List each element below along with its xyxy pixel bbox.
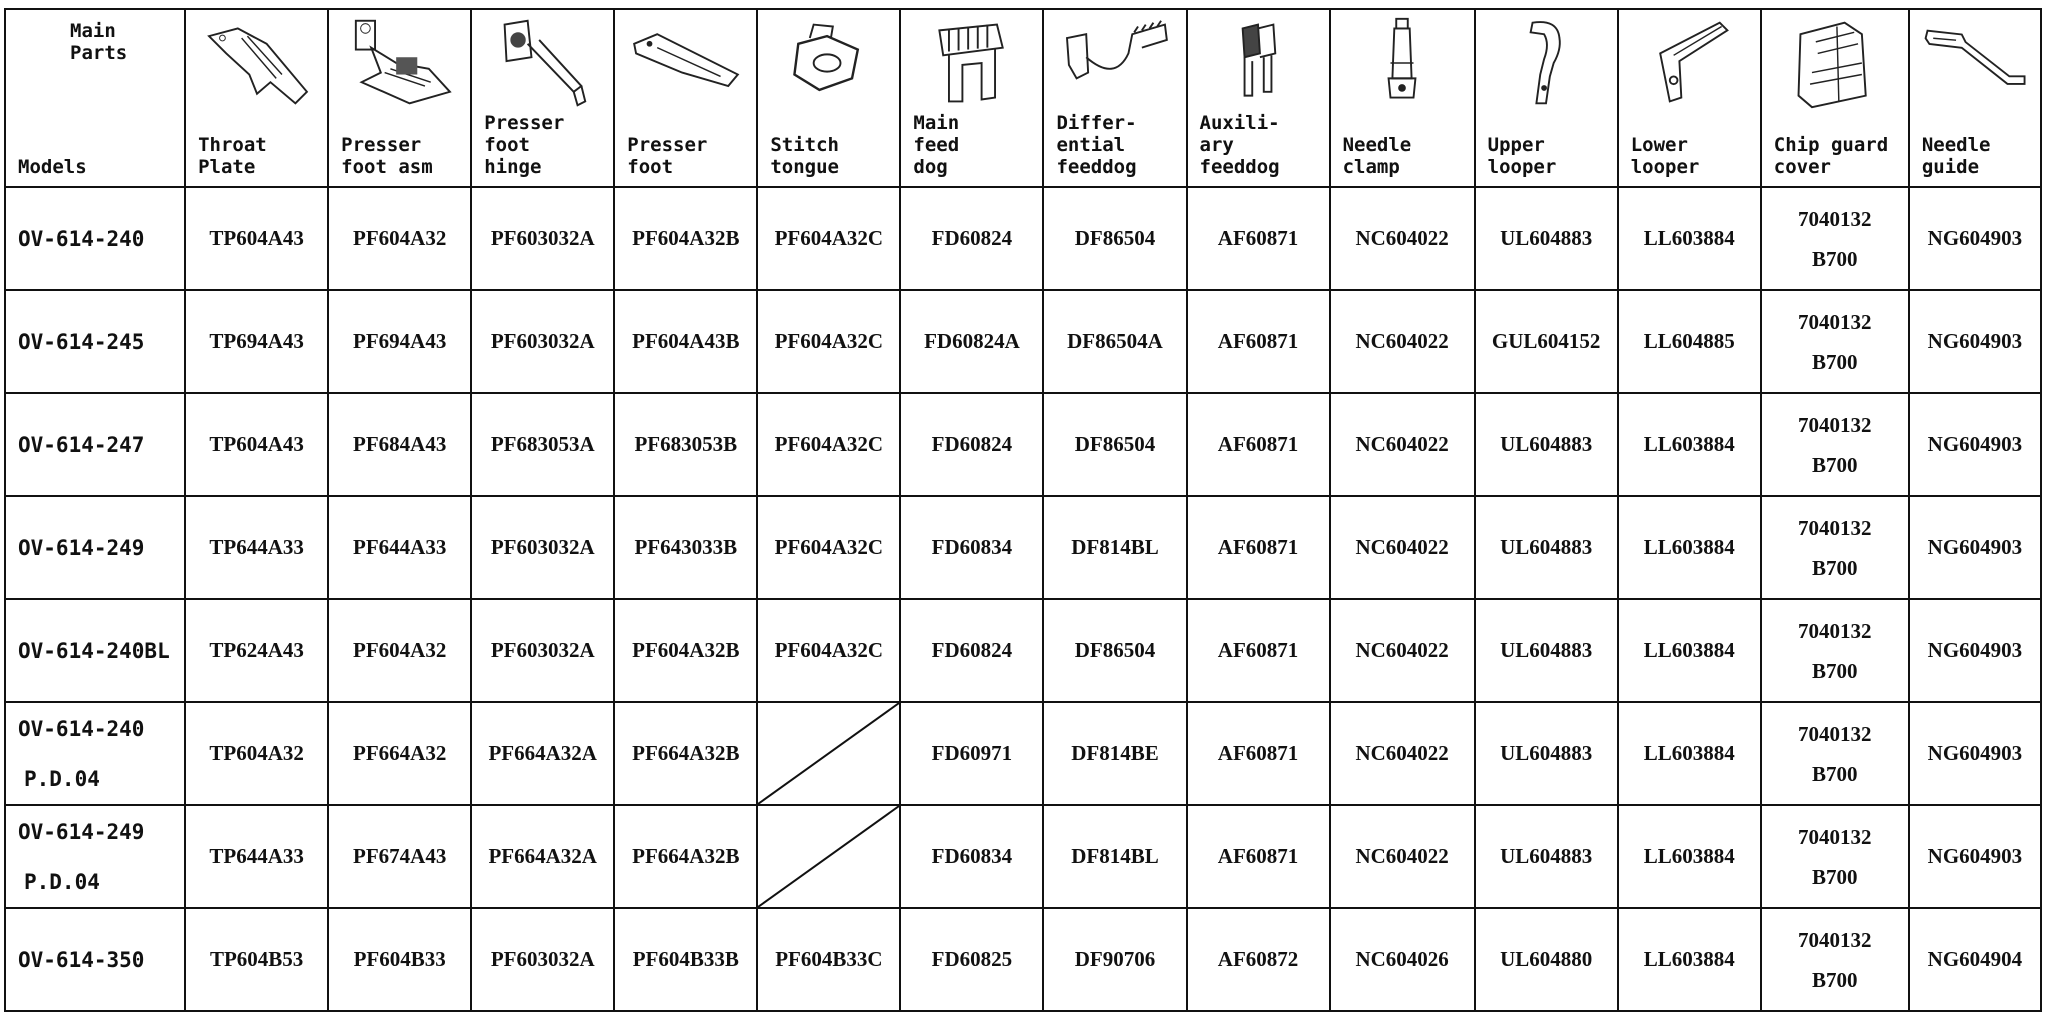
column-header-needle-guide xyxy=(1909,9,2041,187)
model-name: OV-614-247 xyxy=(18,432,145,457)
part-cell-differential-feeddog: DF86504 xyxy=(1043,599,1186,702)
part-cell-presser-foot: PF604B33B xyxy=(614,908,757,1011)
column-header-presser-foot-asm xyxy=(328,9,471,187)
column-header-auxiliary-feeddog xyxy=(1187,9,1330,187)
part-cell-main-feed-dog: FD60824 xyxy=(900,599,1043,702)
part-cell-needle-clamp: NC604022 xyxy=(1330,702,1475,805)
part-cell-auxiliary-feeddog: AF60872 xyxy=(1187,908,1330,1011)
column-header-main-feed-dog xyxy=(900,9,1043,187)
column-label: Presser foot xyxy=(627,134,708,178)
part-cell-stitch-tongue: PF604A32C xyxy=(757,393,900,496)
column-header-presser-foot-hinge xyxy=(471,9,614,187)
column-header-differential-feeddog xyxy=(1043,9,1186,187)
part-cell-auxiliary-feeddog: AF60871 xyxy=(1187,805,1330,908)
part-cell-upper-looper: GUL604152 xyxy=(1475,290,1618,393)
part-cell-stitch-tongue: PF604A32C xyxy=(757,496,900,599)
column-label: Presser foot hinge xyxy=(484,112,565,178)
model-name: OV-614-240 xyxy=(18,716,145,741)
column-header-chip-guard-cover xyxy=(1761,9,1909,187)
part-cell-presser-foot: PF664A32B xyxy=(614,805,757,908)
part-cell-throat-plate: TP604A43 xyxy=(185,393,328,496)
needle-clamp-icon xyxy=(1339,14,1466,112)
table-row xyxy=(5,290,2041,393)
column-label: Chip guard cover xyxy=(1773,134,1889,178)
presser-foot-icon xyxy=(623,14,748,112)
stitch-tongue-icon xyxy=(766,14,891,112)
model-name: OV-614-249 xyxy=(18,819,145,844)
part-cell-main-feed-dog: FD60834 xyxy=(900,496,1043,599)
part-cell-main-feed-dog: FD60824A xyxy=(900,290,1043,393)
part-cell-presser-foot: PF604A32B xyxy=(614,599,757,702)
model-name: OV-614-245 xyxy=(18,329,145,354)
part-cell-needle-clamp: NC604022 xyxy=(1330,393,1475,496)
not-applicable-cell xyxy=(757,702,900,805)
table-row xyxy=(5,393,2041,496)
part-cell-presser-foot-hinge: PF664A32A xyxy=(471,805,614,908)
part-cell-needle-guide: NG604903 xyxy=(1909,702,2041,805)
part-cell-lower-looper: LL604885 xyxy=(1618,290,1761,393)
corner-header xyxy=(5,9,185,187)
column-header-lower-looper xyxy=(1618,9,1761,187)
model-suffix: P.D.04 xyxy=(24,869,100,894)
main-feed-dog-icon xyxy=(909,14,1034,112)
part-cell-main-feed-dog: FD60971 xyxy=(900,702,1043,805)
model-cell xyxy=(5,393,185,496)
throat-plate-icon xyxy=(194,14,319,112)
diagonal-slash xyxy=(758,806,899,907)
part-cell-presser-foot-asm: PF694A43 xyxy=(328,290,471,393)
part-cell-stitch-tongue: PF604A32C xyxy=(757,599,900,702)
column-label: Auxili- ary feeddog xyxy=(1199,112,1280,178)
part-cell-differential-feeddog: DF90706 xyxy=(1043,908,1186,1011)
part-cell-differential-feeddog: DF86504 xyxy=(1043,187,1186,290)
part-cell-stitch-tongue: PF604A32C xyxy=(757,290,900,393)
table-row xyxy=(5,805,2041,908)
part-cell-lower-looper: LL603884 xyxy=(1618,187,1761,290)
part-cell-presser-foot-hinge: PF683053A xyxy=(471,393,614,496)
part-cell-needle-guide: NG604903 xyxy=(1909,393,2041,496)
not-applicable-cell xyxy=(757,805,900,908)
part-cell-presser-foot-hinge: PF603032A xyxy=(471,908,614,1011)
part-cell-needle-clamp: NC604022 xyxy=(1330,290,1475,393)
part-cell-main-feed-dog: FD60824 xyxy=(900,187,1043,290)
parts-table xyxy=(4,8,2042,1012)
column-header-needle-clamp xyxy=(1330,9,1475,187)
part-cell-throat-plate: TP644A33 xyxy=(185,805,328,908)
part-cell-main-feed-dog: FD60825 xyxy=(900,908,1043,1011)
part-cell-lower-looper: LL603884 xyxy=(1618,599,1761,702)
part-cell-presser-foot-hinge: PF603032A xyxy=(471,290,614,393)
column-label: Differ- ential feeddog xyxy=(1056,112,1137,178)
part-cell-lower-looper: LL603884 xyxy=(1618,805,1761,908)
part-cell-stitch-tongue: PF604A32C xyxy=(757,187,900,290)
part-cell-needle-guide: NG604903 xyxy=(1909,599,2041,702)
part-cell-throat-plate: TP694A43 xyxy=(185,290,328,393)
part-cell-presser-foot-asm: PF604B33 xyxy=(328,908,471,1011)
part-cell-chip-guard-cover: 7040132 B700 xyxy=(1761,290,1909,393)
part-cell-needle-guide: NG604903 xyxy=(1909,496,2041,599)
model-cell xyxy=(5,599,185,702)
part-cell-upper-looper: UL604883 xyxy=(1475,805,1618,908)
part-cell-differential-feeddog: DF814BL xyxy=(1043,496,1186,599)
column-label: Stitch tongue xyxy=(770,134,839,178)
column-label: Throat Plate xyxy=(198,134,267,178)
parts-table-sheet xyxy=(4,8,2042,1010)
part-cell-presser-foot-asm: PF604A32 xyxy=(328,599,471,702)
part-cell-auxiliary-feeddog: AF60871 xyxy=(1187,599,1330,702)
part-cell-presser-foot: PF604A43B xyxy=(614,290,757,393)
part-cell-lower-looper: LL603884 xyxy=(1618,908,1761,1011)
column-label: Upper looper xyxy=(1487,134,1557,178)
part-cell-presser-foot-hinge: PF603032A xyxy=(471,496,614,599)
part-cell-main-feed-dog: FD60824 xyxy=(900,393,1043,496)
part-cell-presser-foot: PF664A32B xyxy=(614,702,757,805)
part-cell-presser-foot-asm: PF684A43 xyxy=(328,393,471,496)
part-cell-throat-plate: TP604A32 xyxy=(185,702,328,805)
part-cell-auxiliary-feeddog: AF60871 xyxy=(1187,290,1330,393)
model-cell xyxy=(5,805,185,908)
part-cell-needle-clamp: NC604026 xyxy=(1330,908,1475,1011)
model-cell xyxy=(5,290,185,393)
part-cell-chip-guard-cover: 7040132 B700 xyxy=(1761,702,1909,805)
column-label: Presser foot asm xyxy=(341,134,433,178)
presser-foot-asm-icon xyxy=(337,14,462,112)
part-cell-chip-guard-cover: 7040132 B700 xyxy=(1761,496,1909,599)
part-cell-presser-foot: PF683053B xyxy=(614,393,757,496)
part-cell-presser-foot-hinge: PF603032A xyxy=(471,187,614,290)
table-row xyxy=(5,908,2041,1011)
column-header-upper-looper xyxy=(1475,9,1618,187)
diagonal-slash xyxy=(758,703,899,804)
column-label: Main feed dog xyxy=(913,112,960,178)
part-cell-presser-foot: PF604A32B xyxy=(614,187,757,290)
part-cell-chip-guard-cover: 7040132 B700 xyxy=(1761,393,1909,496)
upper-looper-icon xyxy=(1484,14,1609,112)
part-cell-needle-clamp: NC604022 xyxy=(1330,187,1475,290)
part-cell-presser-foot-asm: PF644A33 xyxy=(328,496,471,599)
part-cell-auxiliary-feeddog: AF60871 xyxy=(1187,187,1330,290)
models-label: Models xyxy=(18,156,87,178)
column-label: Lower looper xyxy=(1630,134,1700,178)
part-cell-upper-looper: UL604883 xyxy=(1475,599,1618,702)
part-cell-stitch-tongue: PF604B33C xyxy=(757,908,900,1011)
part-cell-auxiliary-feeddog: AF60871 xyxy=(1187,702,1330,805)
part-cell-differential-feeddog: DF86504A xyxy=(1043,290,1186,393)
table-row xyxy=(5,496,2041,599)
header-row xyxy=(5,9,2041,187)
part-cell-upper-looper: UL604880 xyxy=(1475,908,1618,1011)
part-cell-chip-guard-cover: 7040132 B700 xyxy=(1761,599,1909,702)
part-cell-needle-clamp: NC604022 xyxy=(1330,805,1475,908)
part-cell-lower-looper: LL603884 xyxy=(1618,496,1761,599)
model-cell xyxy=(5,702,185,805)
auxiliary-feeddog-icon xyxy=(1196,14,1321,112)
part-cell-chip-guard-cover: 7040132 B700 xyxy=(1761,805,1909,908)
part-cell-needle-clamp: NC604022 xyxy=(1330,496,1475,599)
column-header-throat-plate xyxy=(185,9,328,187)
column-header-presser-foot xyxy=(614,9,757,187)
part-cell-lower-looper: LL603884 xyxy=(1618,702,1761,805)
column-header-stitch-tongue xyxy=(757,9,900,187)
part-cell-differential-feeddog: DF814BE xyxy=(1043,702,1186,805)
part-cell-differential-feeddog: DF814BL xyxy=(1043,805,1186,908)
part-cell-needle-clamp: NC604022 xyxy=(1330,599,1475,702)
table-row xyxy=(5,599,2041,702)
main-parts-label: Main Parts xyxy=(70,20,128,64)
model-cell xyxy=(5,187,185,290)
part-cell-presser-foot-hinge: PF603032A xyxy=(471,599,614,702)
part-cell-main-feed-dog: FD60834 xyxy=(900,805,1043,908)
part-cell-needle-guide: NG604903 xyxy=(1909,187,2041,290)
part-cell-needle-guide: NG604903 xyxy=(1909,805,2041,908)
column-label: Needle clamp xyxy=(1342,134,1412,178)
lower-looper-icon xyxy=(1627,14,1752,112)
presser-foot-hinge-icon xyxy=(480,14,605,112)
part-cell-lower-looper: LL603884 xyxy=(1618,393,1761,496)
chip-guard-cover-icon xyxy=(1770,14,1900,112)
part-cell-chip-guard-cover: 7040132 B700 xyxy=(1761,187,1909,290)
model-name: OV-614-350 xyxy=(18,947,145,972)
parts-table-body xyxy=(5,187,2041,1011)
part-cell-needle-guide: NG604903 xyxy=(1909,290,2041,393)
model-suffix: P.D.04 xyxy=(24,766,100,791)
model-name: OV-614-249 xyxy=(18,535,145,560)
model-cell xyxy=(5,908,185,1011)
table-row xyxy=(5,187,2041,290)
part-cell-auxiliary-feeddog: AF60871 xyxy=(1187,393,1330,496)
part-cell-presser-foot-asm: PF664A32 xyxy=(328,702,471,805)
model-name: OV-614-240BL xyxy=(18,638,170,663)
part-cell-auxiliary-feeddog: AF60871 xyxy=(1187,496,1330,599)
part-cell-throat-plate: TP604A43 xyxy=(185,187,328,290)
part-cell-upper-looper: UL604883 xyxy=(1475,393,1618,496)
part-cell-needle-guide: NG604904 xyxy=(1909,908,2041,1011)
differential-feeddog-icon xyxy=(1052,14,1177,112)
part-cell-chip-guard-cover: 7040132 B700 xyxy=(1761,908,1909,1011)
part-cell-throat-plate: TP604B53 xyxy=(185,908,328,1011)
part-cell-throat-plate: TP644A33 xyxy=(185,496,328,599)
part-cell-presser-foot-asm: PF604A32 xyxy=(328,187,471,290)
part-cell-upper-looper: UL604883 xyxy=(1475,702,1618,805)
part-cell-presser-foot-asm: PF674A43 xyxy=(328,805,471,908)
part-cell-upper-looper: UL604883 xyxy=(1475,187,1618,290)
model-cell xyxy=(5,496,185,599)
part-cell-presser-foot-hinge: PF664A32A xyxy=(471,702,614,805)
part-cell-presser-foot: PF643033B xyxy=(614,496,757,599)
needle-guide-icon xyxy=(1918,14,2032,112)
model-name: OV-614-240 xyxy=(18,226,145,251)
table-row xyxy=(5,702,2041,805)
column-label: Needle guide xyxy=(1921,134,1991,178)
part-cell-upper-looper: UL604883 xyxy=(1475,496,1618,599)
part-cell-throat-plate: TP624A43 xyxy=(185,599,328,702)
part-cell-differential-feeddog: DF86504 xyxy=(1043,393,1186,496)
